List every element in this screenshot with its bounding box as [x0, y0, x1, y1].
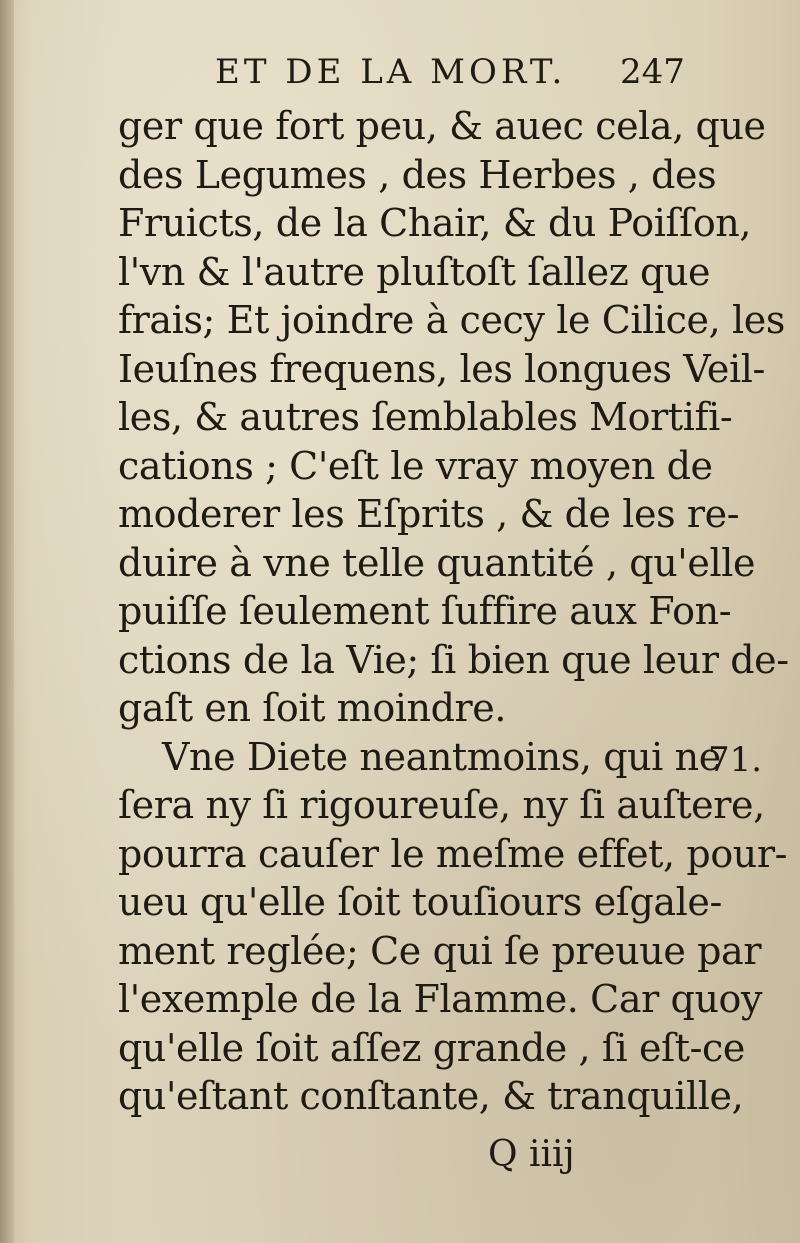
text-line: qu'eſtant conſtante, & tranquille,: [118, 1074, 744, 1118]
text-line: puiſſe ſeulement ſuffire aux Fon-: [118, 589, 732, 633]
text-line: frais; Et joindre à cecy le Cilice, les: [118, 298, 785, 342]
text-line: ctions de la Vie; ſi bien que leur de-: [118, 637, 789, 682]
text-line: ment reglée; Ce qui ſe preuue par: [118, 928, 762, 973]
text-line: ueu qu'elle ſoit touſiours eſgale-: [118, 880, 722, 924]
page-number: 247: [620, 52, 685, 92]
text-line: pourra cauſer le meſme effet, pour-: [118, 831, 788, 876]
text-line: l'vn & l'autre pluſtoſt ſallez que: [118, 249, 711, 294]
text-line: cations ; C'eſt le vray moyen de: [118, 443, 713, 488]
text-line: duire à vne telle quantité , qu'elle: [118, 540, 756, 585]
text-line: gaſt en ſoit moindre.: [118, 686, 507, 730]
text-line: des Legumes , des Herbes , des: [118, 152, 717, 197]
text-line: Ieuſnes frequens, les longues Veil-: [118, 346, 765, 391]
running-head: ET DE LA MORT.: [215, 52, 567, 92]
text-line: ger que fort peu, & auec cela, que: [118, 104, 766, 148]
catchword-signature: Q iiij: [488, 1134, 575, 1175]
text-line: l'exemple de la Flamme. Car quoy: [118, 977, 763, 1021]
text-line: ſera ny ſi rigoureuſe, ny ſi auſtere,: [118, 783, 765, 827]
text-line: les, & autres ſemblables Mortifi-: [118, 395, 733, 439]
paragraph-start-line: Vne Diete neantmoins, qui ne: [162, 734, 721, 779]
margin-note: 71.: [708, 740, 763, 780]
page-header: [0, 48, 800, 108]
text-line: moderer les Eſprits , & de les re-: [118, 492, 740, 536]
text-line: qu'elle ſoit aſſez grande , ſi eſt-ce: [118, 1025, 746, 1070]
page-gutter: [0, 0, 14, 1243]
text-line: Fruicts, de la Chair, & du Poiſſon,: [118, 201, 752, 245]
